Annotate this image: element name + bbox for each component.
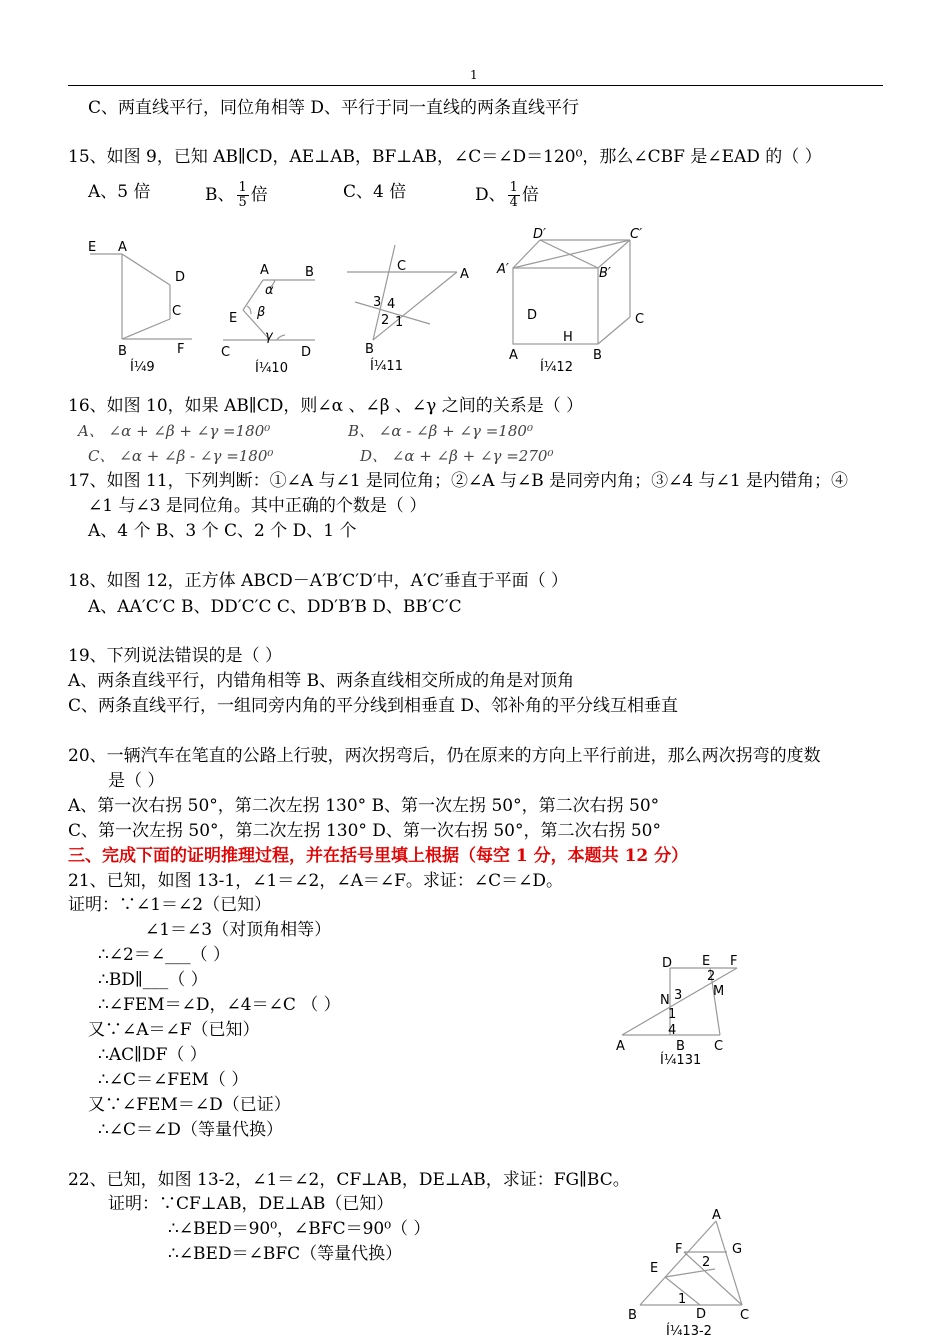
figure-10	[215, 260, 335, 375]
fig132-label-f: F	[675, 1242, 683, 1257]
fig132-label-d: D	[696, 1307, 707, 1322]
question-20-line1: 20、一辆汽车在笔直的公路上行驶，两次拐弯后，仍在原来的方向上平行前进，那么两次拐弯的度数	[68, 746, 821, 766]
fraction-one-fifth: $\frac{1}{5}$	[238, 180, 247, 210]
fig10-label-c: C	[221, 345, 231, 360]
fig9-label-e: E	[88, 240, 97, 255]
fig132-caption: Í¼13-2	[666, 1324, 712, 1339]
fig131-label-d: D	[662, 956, 673, 971]
q16-option-a: A、 ∠α + ∠β + ∠γ =180⁰	[78, 422, 271, 440]
fig12-label-a: A	[509, 348, 518, 363]
q17-options: A、4 个 B、3 个 C、2 个 D、1 个	[88, 521, 357, 541]
figure-11	[345, 240, 480, 375]
question-20-line2: 是（ ）	[108, 771, 165, 791]
section-3-heading: 三、完成下面的证明推理过程，并在括号里填上根据（每空 1 分，本题共 12 分）	[68, 846, 689, 866]
fig131-label-3: 3	[674, 988, 683, 1003]
fig132-label-e: E	[650, 1261, 659, 1276]
question-18: 18、如图 12，正方体 ABCD－A′B′C′D′中，A′C′垂直于平面（ ）	[68, 571, 569, 591]
fig132-label-c: C	[740, 1308, 750, 1323]
fig11-label-c: C	[397, 259, 407, 274]
page-number: 1	[470, 68, 478, 82]
proof-22-step3: ∴∠BED＝∠BFC（等量代换）	[168, 1244, 403, 1264]
q19-options-cd: C、两条直线平行，一组同旁内角的平分线到相垂直 D、邻补角的平分线互相垂直	[68, 696, 679, 716]
fig10-label-b: B	[305, 265, 314, 280]
q19-options-ab: A、两条直线平行，内错角相等 B、两条直线相交所成的角是对顶角	[68, 671, 575, 691]
q14-options-cd: C、两直线平行，同位角相等 D、平行于同一直线的两条直线平行	[88, 98, 580, 118]
proof-21-step5: ∴∠FEM＝∠D，∠4＝∠C （ ）	[98, 995, 341, 1015]
proof-21-step2: ∠1＝∠3（对顶角相等）	[145, 920, 332, 940]
fig9-label-d: D	[175, 270, 186, 285]
proof-21-step7: ∴AC∥DF（ ）	[98, 1045, 207, 1065]
fig132-label-b: B	[628, 1308, 637, 1323]
fig12-caption: Í¼12	[540, 360, 573, 375]
fig131-label-m: M	[713, 984, 725, 999]
fig11-label-3: 3	[373, 295, 382, 310]
q15-option-a: A、5 倍	[88, 182, 151, 202]
fig131-label-f: F	[730, 954, 738, 969]
figure-13-1	[612, 950, 752, 1070]
proof-21-step8: ∴∠C＝∠FEM（ ）	[98, 1070, 249, 1090]
fig10-label-gamma: γ	[265, 329, 273, 344]
fig10-caption: Í¼10	[255, 361, 288, 376]
fig132-label-a: A	[712, 1208, 721, 1223]
question-19: 19、下列说法错误的是（ ）	[68, 646, 283, 666]
fig131-label-2: 2	[707, 969, 716, 984]
q16-option-d: D、 ∠α + ∠β + ∠γ =270⁰	[360, 447, 554, 465]
fig11-caption: Í¼11	[370, 359, 403, 374]
fig9-label-a: A	[118, 240, 127, 255]
proof-21-step6: 又∵∠A＝∠F（已知）	[88, 1020, 260, 1040]
fig131-label-a: A	[616, 1039, 625, 1054]
fig11-label-1: 1	[395, 315, 404, 330]
fig131-caption: Í¼131	[660, 1053, 702, 1068]
fig11-label-4: 4	[387, 297, 396, 312]
fig131-label-1: 1	[668, 1007, 677, 1022]
fig131-label-n: N	[660, 993, 670, 1008]
fig11-label-2: 2	[381, 313, 390, 328]
fig11-label-b: B	[365, 342, 374, 357]
q20-options-ab: A、第一次右拐 50°，第二次左拐 130° B、第一次左拐 50°，第二次右拐 50°	[68, 796, 660, 816]
fig9-label-b: B	[118, 344, 127, 359]
question-15: 15、如图 9，已知 AB∥CD，AE⊥AB，BF⊥AB，∠C＝∠D＝120⁰，那么∠CBF 是∠EAD 的（ ）	[68, 147, 822, 167]
proof-21-step9: 又∵∠FEM＝∠D（已证）	[88, 1095, 291, 1115]
fig10-label-d: D	[301, 345, 312, 360]
figure-12	[495, 225, 655, 375]
fig132-label-g: G	[732, 1242, 743, 1257]
fig131-label-4: 4	[668, 1023, 677, 1038]
fig9-label-f: F	[177, 342, 185, 357]
q18-options: A、AA′C′C B、DD′C′C C、DD′B′B D、BB′C′C	[88, 597, 462, 617]
figure-9	[80, 235, 200, 375]
q16-option-b: B、 ∠α - ∠β + ∠γ =180⁰	[348, 422, 533, 440]
fig12-label-b: B	[593, 348, 602, 363]
fig12-label-b-prime: B′	[599, 266, 611, 281]
q20-options-cd: C、第一次左拐 50°，第二次左拐 130° D、第一次右拐 50°，第二次右拐 50°	[68, 821, 661, 841]
proof-22-step1: 证明：∵CF⊥AB，DE⊥AB（已知）	[108, 1194, 394, 1214]
fig132-label-1: 1	[678, 1292, 687, 1307]
proof-21-step3: ∴∠2＝∠___（ ）	[98, 945, 231, 965]
fig131-label-b: B	[676, 1039, 685, 1054]
figure-13-2	[620, 1205, 760, 1340]
fig10-label-alpha: α	[265, 283, 274, 298]
q15-option-d: D、 $\frac{1}{4}$ 倍	[475, 180, 539, 210]
header-rule	[68, 85, 883, 86]
fig12-label-d-prime: D′	[533, 227, 546, 242]
fraction-one-quarter: $\frac{1}{4}$	[509, 180, 518, 210]
fig12-label-c-prime: C′	[630, 227, 643, 242]
fig10-label-a: A	[260, 263, 269, 278]
fig10-label-e: E	[229, 311, 238, 326]
fig12-label-c: C	[635, 312, 645, 327]
fig12-label-d: D	[527, 308, 538, 323]
question-17-line1: 17、如图 11，下列判断：①∠A 与∠1 是同位角；②∠A 与∠B 是同旁内角；③∠4 与∠1 是内错角；④	[68, 471, 849, 491]
q15-option-b: B、 $\frac{1}{5}$ 倍	[205, 180, 268, 210]
fig131-label-e: E	[702, 954, 711, 969]
fig11-label-a: A	[460, 267, 469, 282]
question-22: 22、已知，如图 13-2，∠1＝∠2，CF⊥AB，DE⊥AB，求证：FG∥BC。	[68, 1170, 630, 1190]
proof-21-step10: ∴∠C＝∠D（等量代换）	[98, 1120, 283, 1140]
fig12-label-h: H	[563, 330, 573, 345]
fig131-label-c: C	[714, 1039, 724, 1054]
question-17-line2: ∠1 与∠3 是同位角。其中正确的个数是（ ）	[88, 496, 427, 516]
fig12-label-a-prime: A′	[497, 262, 509, 277]
question-16: 16、如图 10，如果 AB∥CD，则∠α 、∠β 、∠γ 之间的关系是（ ）	[68, 396, 584, 416]
proof-21-step4: ∴BD∥___（ ）	[98, 970, 208, 990]
fig10-label-beta: β	[257, 305, 266, 320]
fig9-label-c: C	[172, 304, 182, 319]
proof-21-step1: 证明：∵∠1＝∠2（已知）	[68, 895, 272, 915]
question-21: 21、已知，如图 13-1，∠1＝∠2，∠A＝∠F。求证：∠C＝∠D。	[68, 871, 564, 891]
fig9-caption: Í¼9	[130, 360, 155, 375]
fig132-label-2: 2	[702, 1255, 711, 1270]
proof-22-step2: ∴∠BED＝90⁰，∠BFC＝90⁰（ ）	[168, 1219, 431, 1239]
q16-option-c: C、 ∠α + ∠β - ∠γ =180⁰	[88, 447, 274, 465]
q15-option-c: C、4 倍	[343, 182, 407, 202]
